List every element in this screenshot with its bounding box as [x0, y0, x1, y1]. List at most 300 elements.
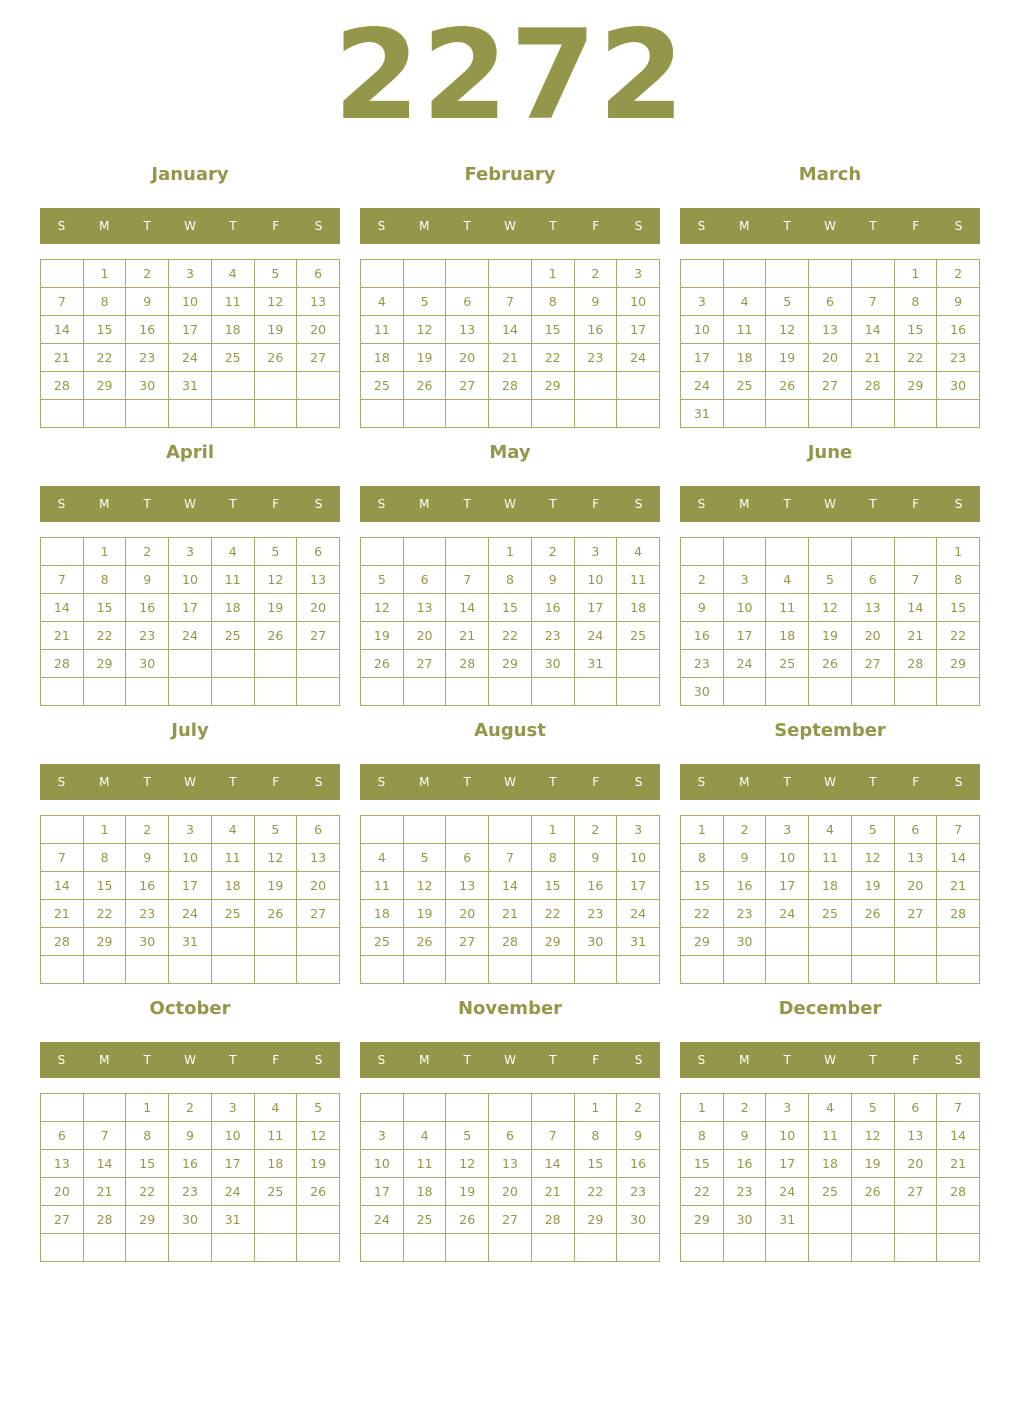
- day-cell: 14: [446, 594, 489, 622]
- day-cell: 1: [531, 260, 574, 288]
- day-cell: [681, 956, 724, 984]
- week-row: [361, 872, 660, 900]
- day-grid: [360, 815, 660, 984]
- day-cell: [83, 678, 126, 706]
- day-cell: [937, 678, 980, 706]
- day-cell: [574, 400, 617, 428]
- day-cell: 24: [211, 1178, 254, 1206]
- week-row: [681, 1094, 980, 1122]
- day-cell: 3: [617, 816, 660, 844]
- day-cell: 30: [723, 928, 766, 956]
- day-cell: 31: [766, 1206, 809, 1234]
- day-cell: [83, 400, 126, 428]
- day-cell: 2: [937, 260, 980, 288]
- weekday-label: F: [912, 219, 920, 233]
- day-cell: [297, 1206, 340, 1234]
- day-cell: 16: [617, 1150, 660, 1178]
- day-cell: 31: [169, 372, 212, 400]
- day-cell: 26: [851, 900, 894, 928]
- weekday-label: T: [143, 219, 151, 233]
- day-cell: 13: [41, 1150, 84, 1178]
- day-cell: 4: [809, 816, 852, 844]
- weekday-label: F: [592, 219, 600, 233]
- day-cell: [297, 678, 340, 706]
- week-row: [361, 622, 660, 650]
- weekday-label: T: [549, 497, 557, 511]
- week-row: [361, 260, 660, 288]
- weekday-label: W: [184, 219, 196, 233]
- day-cell: 1: [531, 816, 574, 844]
- week-row: [41, 594, 340, 622]
- weekday-header-bar: [360, 764, 660, 800]
- weekday-label: M: [99, 775, 110, 789]
- day-cell: 17: [766, 1150, 809, 1178]
- month-name: February: [464, 164, 556, 185]
- day-cell: 25: [723, 372, 766, 400]
- day-cell: 3: [169, 538, 212, 566]
- week-row: [361, 594, 660, 622]
- day-cell: [361, 1094, 404, 1122]
- day-cell: 8: [126, 1122, 169, 1150]
- weekday-label: F: [592, 497, 600, 511]
- day-grid: [680, 259, 980, 428]
- day-cell: [617, 678, 660, 706]
- weekday-label: S: [954, 1053, 963, 1067]
- weekday-label: T: [783, 497, 791, 511]
- weekday-label: S: [697, 497, 706, 511]
- day-cell: 29: [681, 1206, 724, 1234]
- week-row: [41, 872, 340, 900]
- day-cell: 10: [169, 844, 212, 872]
- day-cell: 15: [894, 316, 937, 344]
- day-cell: 23: [126, 900, 169, 928]
- day-cell: 11: [723, 316, 766, 344]
- day-cell: 26: [403, 928, 446, 956]
- week-row: [41, 928, 340, 956]
- day-cell: 31: [617, 928, 660, 956]
- day-cell: 16: [126, 594, 169, 622]
- weekday-label: S: [697, 1053, 706, 1067]
- day-cell: 8: [489, 566, 532, 594]
- weekday-header-bar: [360, 486, 660, 522]
- day-cell: 27: [809, 372, 852, 400]
- day-cell: [766, 928, 809, 956]
- day-cell: 2: [681, 566, 724, 594]
- weekday-header-bar: [680, 1042, 980, 1078]
- week-row: [361, 288, 660, 316]
- month-name: November: [457, 998, 563, 1019]
- day-cell: [937, 928, 980, 956]
- weekday-label: W: [824, 1053, 836, 1067]
- weekday-label: S: [57, 1053, 66, 1067]
- day-cell: 27: [41, 1206, 84, 1234]
- day-cell: 1: [574, 1094, 617, 1122]
- day-cell: 2: [617, 1094, 660, 1122]
- month-name: July: [171, 720, 209, 741]
- day-cell: 10: [169, 288, 212, 316]
- day-cell: 26: [809, 650, 852, 678]
- day-cell: 4: [766, 566, 809, 594]
- day-cell: 13: [894, 1122, 937, 1150]
- day-cell: 13: [297, 566, 340, 594]
- week-row: [681, 372, 980, 400]
- day-cell: 9: [574, 844, 617, 872]
- weekday-label: W: [504, 775, 516, 789]
- day-cell: 1: [937, 538, 980, 566]
- day-cell: 14: [937, 844, 980, 872]
- day-cell: 29: [83, 372, 126, 400]
- weekday-label: W: [184, 775, 196, 789]
- day-cell: [809, 678, 852, 706]
- day-cell: [41, 956, 84, 984]
- day-cell: 7: [894, 566, 937, 594]
- week-row: [41, 816, 340, 844]
- day-cell: 11: [617, 566, 660, 594]
- weekday-label: S: [377, 497, 386, 511]
- week-row: [681, 260, 980, 288]
- day-cell: 16: [574, 316, 617, 344]
- day-grid: [360, 537, 660, 706]
- day-cell: [254, 1234, 297, 1262]
- day-cell: [83, 1234, 126, 1262]
- day-cell: 21: [937, 1150, 980, 1178]
- day-cell: 4: [617, 538, 660, 566]
- day-cell: 27: [851, 650, 894, 678]
- day-cell: 7: [937, 1094, 980, 1122]
- day-cell: 11: [254, 1122, 297, 1150]
- day-cell: [531, 1234, 574, 1262]
- weekday-label: W: [184, 1053, 196, 1067]
- day-cell: [489, 400, 532, 428]
- day-cell: [211, 678, 254, 706]
- day-cell: 3: [723, 566, 766, 594]
- day-cell: 3: [169, 260, 212, 288]
- day-cell: [361, 1234, 404, 1262]
- day-cell: 16: [937, 316, 980, 344]
- day-cell: 30: [681, 678, 724, 706]
- weekday-label: M: [99, 497, 110, 511]
- day-cell: 22: [574, 1178, 617, 1206]
- weekday-label: T: [783, 1053, 791, 1067]
- day-cell: 16: [531, 594, 574, 622]
- day-cell: 25: [809, 1178, 852, 1206]
- week-row: [681, 872, 980, 900]
- day-cell: 22: [489, 622, 532, 650]
- day-cell: 6: [297, 260, 340, 288]
- weekday-label: T: [463, 497, 471, 511]
- week-row: [41, 1122, 340, 1150]
- day-cell: 20: [297, 316, 340, 344]
- day-cell: 11: [403, 1150, 446, 1178]
- day-cell: 22: [83, 622, 126, 650]
- weekday-label: T: [463, 1053, 471, 1067]
- day-cell: 28: [894, 650, 937, 678]
- day-cell: [531, 1094, 574, 1122]
- weekday-label: W: [824, 497, 836, 511]
- day-cell: [446, 956, 489, 984]
- day-cell: 12: [403, 872, 446, 900]
- day-cell: 28: [937, 900, 980, 928]
- month-name: April: [165, 442, 215, 463]
- week-row: [361, 816, 660, 844]
- day-cell: 2: [126, 538, 169, 566]
- day-cell: 10: [723, 594, 766, 622]
- day-cell: 26: [446, 1206, 489, 1234]
- weekday-label: M: [739, 1053, 750, 1067]
- day-cell: [126, 1234, 169, 1262]
- day-cell: 21: [41, 900, 84, 928]
- day-cell: 31: [574, 650, 617, 678]
- day-cell: 12: [851, 1122, 894, 1150]
- day-cell: [489, 678, 532, 706]
- week-row: [361, 316, 660, 344]
- day-cell: 19: [446, 1178, 489, 1206]
- day-cell: [489, 956, 532, 984]
- day-cell: 15: [83, 316, 126, 344]
- weekday-label: W: [824, 219, 836, 233]
- week-row: [681, 1206, 980, 1234]
- day-cell: 12: [851, 844, 894, 872]
- day-cell: 16: [681, 622, 724, 650]
- day-cell: 23: [723, 900, 766, 928]
- day-cell: 27: [446, 372, 489, 400]
- weekday-label: T: [143, 775, 151, 789]
- weekday-label: M: [419, 497, 430, 511]
- day-cell: 26: [254, 344, 297, 372]
- day-cell: [41, 678, 84, 706]
- weekday-label: F: [912, 775, 920, 789]
- week-row: [681, 566, 980, 594]
- weekday-label: T: [463, 219, 471, 233]
- weekday-label: M: [739, 497, 750, 511]
- day-cell: 17: [169, 872, 212, 900]
- day-cell: 18: [723, 344, 766, 372]
- day-cell: 23: [617, 1178, 660, 1206]
- month-name: August: [474, 720, 546, 741]
- day-cell: [809, 400, 852, 428]
- day-cell: 21: [851, 344, 894, 372]
- day-cell: 8: [83, 566, 126, 594]
- day-cell: [723, 260, 766, 288]
- week-row: [361, 1178, 660, 1206]
- day-cell: 6: [446, 288, 489, 316]
- day-cell: 19: [851, 872, 894, 900]
- day-cell: 12: [254, 566, 297, 594]
- day-cell: 16: [723, 1150, 766, 1178]
- day-cell: 23: [169, 1178, 212, 1206]
- day-cell: 3: [766, 1094, 809, 1122]
- day-cell: 23: [937, 344, 980, 372]
- day-cell: 10: [617, 288, 660, 316]
- weekday-label: S: [314, 497, 323, 511]
- day-cell: [297, 372, 340, 400]
- day-cell: 7: [446, 566, 489, 594]
- day-cell: 14: [489, 872, 532, 900]
- day-cell: 30: [169, 1206, 212, 1234]
- day-cell: 14: [41, 316, 84, 344]
- day-cell: 19: [297, 1150, 340, 1178]
- day-cell: 13: [446, 872, 489, 900]
- day-cell: 11: [809, 844, 852, 872]
- day-cell: [851, 1234, 894, 1262]
- day-cell: [894, 400, 937, 428]
- day-cell: [403, 1234, 446, 1262]
- day-cell: 18: [809, 1150, 852, 1178]
- day-cell: 23: [723, 1178, 766, 1206]
- day-cell: [766, 678, 809, 706]
- day-cell: [489, 1234, 532, 1262]
- day-cell: 30: [126, 650, 169, 678]
- day-cell: 11: [211, 566, 254, 594]
- day-cell: 30: [617, 1206, 660, 1234]
- day-cell: [894, 678, 937, 706]
- day-cell: 14: [83, 1150, 126, 1178]
- day-cell: 9: [169, 1122, 212, 1150]
- day-cell: [851, 928, 894, 956]
- day-cell: 29: [574, 1206, 617, 1234]
- day-grid: [360, 259, 660, 428]
- weekday-label: T: [229, 775, 237, 789]
- day-cell: 20: [809, 344, 852, 372]
- week-row: [41, 622, 340, 650]
- day-cell: [809, 1234, 852, 1262]
- day-cell: 20: [403, 622, 446, 650]
- day-cell: 15: [126, 1150, 169, 1178]
- week-row: [361, 956, 660, 984]
- day-cell: 7: [41, 288, 84, 316]
- day-cell: 28: [531, 1206, 574, 1234]
- day-cell: [211, 650, 254, 678]
- week-row: [41, 288, 340, 316]
- day-cell: 4: [361, 288, 404, 316]
- day-cell: 14: [937, 1122, 980, 1150]
- weekday-label: S: [57, 775, 66, 789]
- day-cell: 29: [83, 928, 126, 956]
- weekday-label: W: [824, 775, 836, 789]
- day-cell: [937, 400, 980, 428]
- day-cell: 25: [361, 928, 404, 956]
- day-cell: [681, 538, 724, 566]
- day-cell: 27: [403, 650, 446, 678]
- day-cell: 5: [297, 1094, 340, 1122]
- day-cell: [851, 956, 894, 984]
- day-cell: 8: [681, 1122, 724, 1150]
- day-cell: 3: [574, 538, 617, 566]
- week-row: [681, 622, 980, 650]
- day-cell: [403, 956, 446, 984]
- day-cell: [894, 1206, 937, 1234]
- day-cell: 14: [41, 594, 84, 622]
- week-row: [681, 1234, 980, 1262]
- weekday-label: M: [739, 219, 750, 233]
- day-cell: [574, 956, 617, 984]
- week-row: [41, 1178, 340, 1206]
- day-cell: [681, 1234, 724, 1262]
- day-cell: 15: [937, 594, 980, 622]
- weekday-label: M: [99, 1053, 110, 1067]
- day-cell: 13: [403, 594, 446, 622]
- day-cell: 10: [617, 844, 660, 872]
- day-cell: 11: [361, 872, 404, 900]
- weekday-label: S: [634, 1053, 643, 1067]
- weekday-label: S: [377, 219, 386, 233]
- day-cell: 14: [851, 316, 894, 344]
- day-cell: 17: [766, 872, 809, 900]
- day-cell: [126, 400, 169, 428]
- day-cell: [531, 956, 574, 984]
- day-cell: 5: [766, 288, 809, 316]
- day-cell: [894, 928, 937, 956]
- day-cell: [531, 678, 574, 706]
- day-cell: 30: [126, 372, 169, 400]
- day-cell: 7: [83, 1122, 126, 1150]
- day-cell: 30: [531, 650, 574, 678]
- day-cell: 20: [41, 1178, 84, 1206]
- day-cell: [254, 956, 297, 984]
- day-cell: 21: [83, 1178, 126, 1206]
- day-cell: 6: [894, 816, 937, 844]
- day-cell: 26: [851, 1178, 894, 1206]
- day-cell: [766, 538, 809, 566]
- day-cell: 13: [297, 288, 340, 316]
- day-cell: [41, 1234, 84, 1262]
- weekday-label: F: [272, 219, 280, 233]
- day-cell: 30: [574, 928, 617, 956]
- day-cell: 27: [489, 1206, 532, 1234]
- day-cell: 8: [574, 1122, 617, 1150]
- day-cell: [766, 400, 809, 428]
- week-row: [361, 372, 660, 400]
- weekday-label: S: [57, 219, 66, 233]
- day-cell: 21: [41, 344, 84, 372]
- day-cell: 10: [681, 316, 724, 344]
- day-cell: 20: [894, 872, 937, 900]
- day-cell: 29: [531, 928, 574, 956]
- day-cell: [617, 956, 660, 984]
- weekday-label: S: [314, 775, 323, 789]
- day-cell: 9: [723, 1122, 766, 1150]
- day-cell: 16: [723, 872, 766, 900]
- weekday-label: S: [377, 775, 386, 789]
- day-cell: 17: [723, 622, 766, 650]
- day-cell: 4: [361, 844, 404, 872]
- day-cell: 4: [211, 538, 254, 566]
- day-cell: 14: [489, 316, 532, 344]
- week-row: [41, 1150, 340, 1178]
- day-cell: 5: [254, 260, 297, 288]
- day-cell: 12: [403, 316, 446, 344]
- day-cell: 7: [851, 288, 894, 316]
- day-cell: [723, 956, 766, 984]
- week-row: [361, 844, 660, 872]
- day-cell: 4: [809, 1094, 852, 1122]
- day-cell: 16: [574, 872, 617, 900]
- week-row: [681, 956, 980, 984]
- day-cell: 13: [851, 594, 894, 622]
- day-cell: 1: [894, 260, 937, 288]
- day-cell: [297, 400, 340, 428]
- day-cell: [809, 1206, 852, 1234]
- day-cell: 29: [83, 650, 126, 678]
- day-cell: 30: [126, 928, 169, 956]
- weekday-label: M: [419, 1053, 430, 1067]
- day-cell: 5: [361, 566, 404, 594]
- day-cell: 3: [617, 260, 660, 288]
- day-cell: 27: [446, 928, 489, 956]
- day-cell: 15: [83, 872, 126, 900]
- week-row: [361, 344, 660, 372]
- day-cell: 27: [894, 1178, 937, 1206]
